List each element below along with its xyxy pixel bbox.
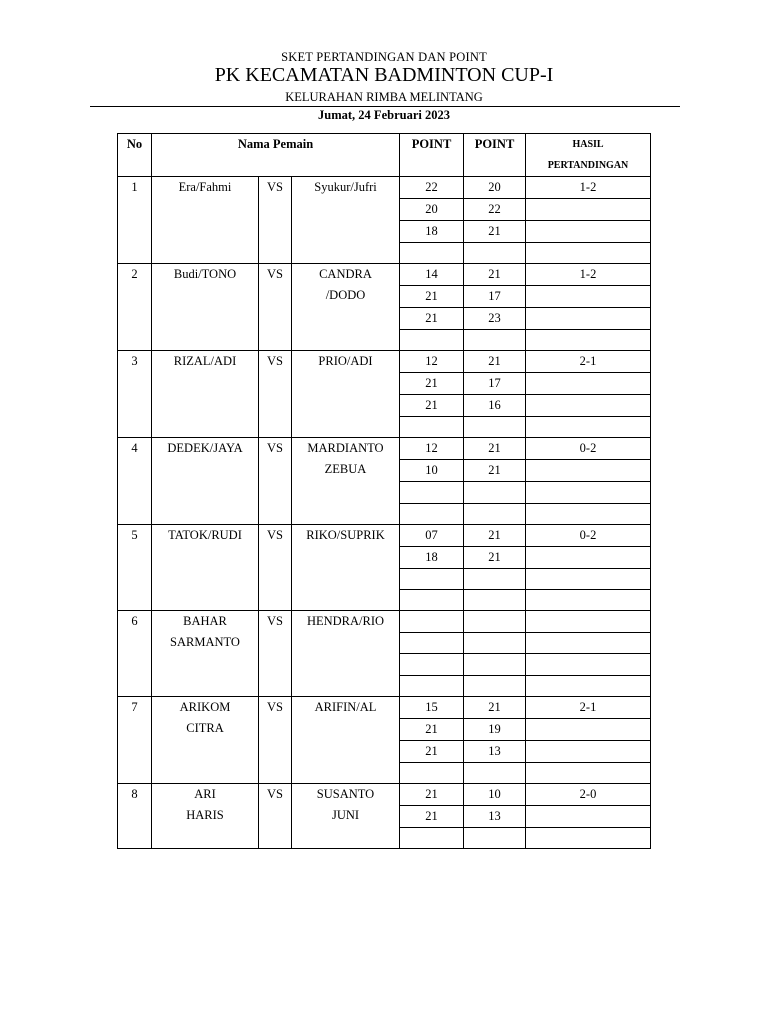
team-2: ARIFIN/AL: [292, 696, 400, 783]
result-cell: [526, 373, 651, 395]
empty-cell: [464, 503, 526, 524]
empty-cell: [526, 243, 651, 264]
vs-label: VS: [259, 696, 292, 783]
point-2-cell: 22: [464, 199, 526, 221]
result-cell: [526, 221, 651, 243]
point-1-cell: 07: [400, 524, 464, 546]
header-nama-pemain: Nama Pemain: [152, 134, 400, 177]
result-cell: 1-2: [526, 177, 651, 199]
point-1-cell: 18: [400, 221, 464, 243]
empty-cell: [526, 590, 651, 611]
point-2-cell: 21: [464, 221, 526, 243]
empty-cell: [464, 243, 526, 264]
vs-label: VS: [259, 264, 292, 351]
team-2: Syukur/Jufri: [292, 177, 400, 264]
header-point-2: POINT: [464, 134, 526, 177]
team-1: ARIKOM CITRA: [152, 696, 259, 783]
point-1-cell: 21: [400, 373, 464, 395]
header-hasil-line-2: PERTANDINGAN: [547, 160, 629, 171]
empty-cell: [464, 590, 526, 611]
match-number: 6: [118, 611, 152, 697]
match-number: 7: [118, 696, 152, 783]
point-2-cell: 19: [464, 718, 526, 740]
result-cell: [526, 482, 651, 504]
result-cell: 0-2: [526, 438, 651, 460]
point-1-cell: [400, 611, 464, 633]
point-2-cell: [464, 482, 526, 504]
vs-label: VS: [259, 524, 292, 611]
point-2-cell: 21: [464, 546, 526, 568]
point-1-cell: 10: [400, 460, 464, 482]
team-1: TATOK/RUDI: [152, 524, 259, 611]
set-row: [118, 177, 651, 199]
title-line-1: SKET PERTANDINGAN DAN POINT: [281, 50, 487, 64]
set-row: [118, 438, 651, 460]
vs-label: VS: [259, 438, 292, 525]
team-1: Era/Fahmi: [152, 177, 259, 264]
point-1-cell: 21: [400, 286, 464, 308]
result-cell: [526, 199, 651, 221]
point-2-cell: 20: [464, 177, 526, 199]
team-1: RIZAL/ADI: [152, 351, 259, 438]
point-1-cell: [400, 568, 464, 590]
result-cell: 2-1: [526, 351, 651, 373]
match-number: 2: [118, 264, 152, 351]
header-divider: [90, 106, 680, 107]
point-1-cell: 21: [400, 308, 464, 330]
point-2-cell: [464, 654, 526, 676]
point-2-cell: 17: [464, 373, 526, 395]
empty-cell: [464, 675, 526, 696]
team-2: SUSANTO JUNI: [292, 783, 400, 849]
team-2: RIKO/SUPRIK: [292, 524, 400, 611]
result-cell: [526, 718, 651, 740]
point-1-cell: 21: [400, 718, 464, 740]
match-number: 4: [118, 438, 152, 525]
point-2-cell: 16: [464, 395, 526, 417]
empty-cell: [400, 675, 464, 696]
empty-cell: [464, 762, 526, 783]
empty-cell: [526, 503, 651, 524]
point-2-cell: 13: [464, 740, 526, 762]
empty-cell: [464, 417, 526, 438]
empty-cell: [526, 330, 651, 351]
point-1-cell: 20: [400, 199, 464, 221]
point-2-cell: [464, 632, 526, 654]
title-line-3: KELURAHAN RIMBA MELINTANG: [285, 90, 483, 104]
point-2-cell: 21: [464, 438, 526, 460]
header-hasil-line-1: HASIL: [572, 139, 604, 150]
match-number: 3: [118, 351, 152, 438]
vs-label: VS: [259, 783, 292, 849]
point-1-cell: 21: [400, 395, 464, 417]
point-2-cell: 21: [464, 264, 526, 286]
header-row: [118, 134, 651, 177]
empty-cell: [400, 503, 464, 524]
point-1-cell: [400, 482, 464, 504]
point-2-cell: [464, 568, 526, 590]
result-cell: [526, 827, 651, 849]
set-row: [118, 264, 651, 286]
set-row: [118, 783, 651, 805]
result-cell: [526, 460, 651, 482]
point-1-cell: 18: [400, 546, 464, 568]
point-1-cell: 21: [400, 783, 464, 805]
team-2: PRIO/ADI: [292, 351, 400, 438]
point-1-cell: 21: [400, 805, 464, 827]
point-2-cell: [464, 611, 526, 633]
result-cell: 2-1: [526, 696, 651, 718]
point-1-cell: [400, 827, 464, 849]
result-cell: 1-2: [526, 264, 651, 286]
match-number: 8: [118, 783, 152, 849]
team-2: MARDIANTO ZEBUA: [292, 438, 400, 525]
empty-cell: [526, 417, 651, 438]
header-point-1: POINT: [400, 134, 464, 177]
vs-label: VS: [259, 611, 292, 697]
empty-cell: [526, 675, 651, 696]
empty-cell: [400, 762, 464, 783]
team-1: DEDEK/JAYA: [152, 438, 259, 525]
point-2-cell: 21: [464, 524, 526, 546]
match-table: [117, 133, 651, 849]
point-1-cell: 12: [400, 438, 464, 460]
team-2: CANDRA /DODO: [292, 264, 400, 351]
empty-cell: [464, 330, 526, 351]
result-cell: [526, 654, 651, 676]
team-1: BAHAR SARMANTO: [152, 611, 259, 697]
point-1-cell: 21: [400, 740, 464, 762]
point-1-cell: 12: [400, 351, 464, 373]
set-row: [118, 524, 651, 546]
empty-cell: [526, 762, 651, 783]
result-cell: [526, 286, 651, 308]
set-row: [118, 611, 651, 633]
team-2: HENDRA/RIO: [292, 611, 400, 697]
match-number: 5: [118, 524, 152, 611]
result-cell: [526, 308, 651, 330]
date-line: Jumat, 24 Februari 2023: [318, 108, 450, 122]
result-cell: 0-2: [526, 524, 651, 546]
result-cell: [526, 805, 651, 827]
point-2-cell: 23: [464, 308, 526, 330]
team-1: Budi/TONO: [152, 264, 259, 351]
point-1-cell: 22: [400, 177, 464, 199]
match-number: 1: [118, 177, 152, 264]
result-cell: [526, 611, 651, 633]
point-2-cell: 21: [464, 351, 526, 373]
team-1: ARI HARIS: [152, 783, 259, 849]
header-no: No: [118, 134, 152, 177]
vs-label: VS: [259, 351, 292, 438]
point-1-cell: [400, 654, 464, 676]
point-1-cell: [400, 632, 464, 654]
point-2-cell: 10: [464, 783, 526, 805]
point-2-cell: 17: [464, 286, 526, 308]
empty-cell: [400, 243, 464, 264]
empty-cell: [400, 590, 464, 611]
vs-label: VS: [259, 177, 292, 264]
title-line-2: PK KECAMATAN BADMINTON CUP-I: [214, 64, 554, 86]
result-cell: [526, 568, 651, 590]
point-1-cell: 15: [400, 696, 464, 718]
point-2-cell: 21: [464, 460, 526, 482]
result-cell: [526, 740, 651, 762]
set-row: [118, 351, 651, 373]
result-cell: [526, 632, 651, 654]
empty-cell: [400, 417, 464, 438]
point-2-cell: 13: [464, 805, 526, 827]
empty-cell: [400, 330, 464, 351]
point-2-cell: 21: [464, 696, 526, 718]
result-cell: [526, 395, 651, 417]
header-hasil: [526, 134, 651, 177]
point-2-cell: [464, 827, 526, 849]
result-cell: [526, 546, 651, 568]
set-row: [118, 696, 651, 718]
result-cell: 2-0: [526, 783, 651, 805]
point-1-cell: 14: [400, 264, 464, 286]
